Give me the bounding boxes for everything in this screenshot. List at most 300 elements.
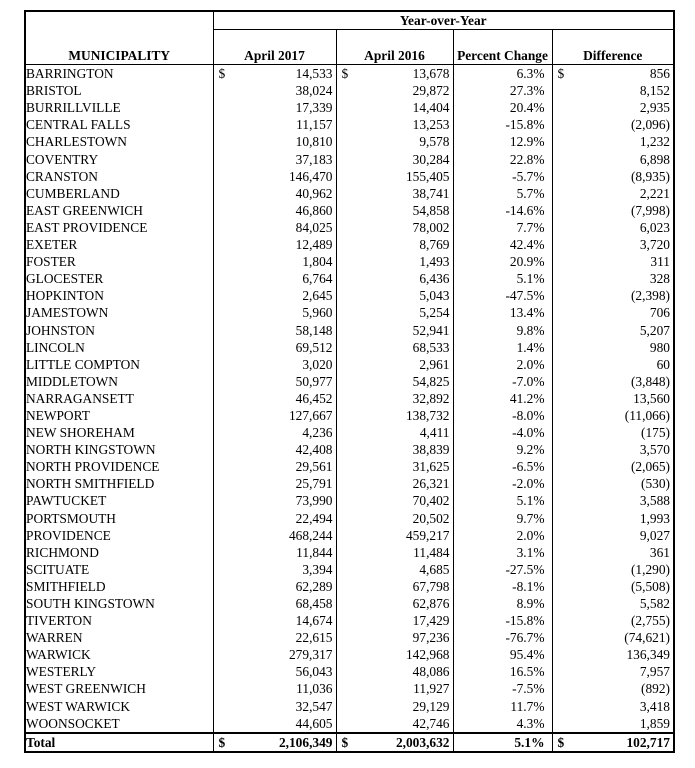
- difference-cell-value: 7,957: [639, 664, 670, 680]
- percent-change-cell-value: 2.0%: [516, 356, 545, 372]
- april-2016-cell-content: [337, 133, 453, 150]
- difference-cell-content: [553, 612, 674, 629]
- table-row: [25, 458, 674, 475]
- april-2017-cell-value: 3,394: [302, 561, 333, 577]
- april-2017-cell-content: [214, 698, 336, 715]
- currency-symbol: $: [218, 66, 226, 82]
- percent-change-cell: [453, 82, 552, 99]
- april-2016-cell: [336, 492, 453, 509]
- difference-cell: [552, 219, 674, 236]
- april-2017-cell-content: [214, 578, 336, 595]
- percent-change-cell-content: [454, 185, 552, 202]
- percent-change-cell: [453, 715, 552, 733]
- municipality-name: SMITHFIELD: [25, 578, 213, 595]
- percent-change-cell: [453, 595, 552, 612]
- difference-cell-content: [553, 65, 674, 82]
- difference-cell-value: 3,418: [639, 698, 670, 714]
- percent-change-cell: [453, 527, 552, 544]
- percent-change-cell: [453, 544, 552, 561]
- percent-change-cell-content: [454, 458, 552, 475]
- april-2017-cell-value: 5,960: [302, 305, 333, 321]
- difference-cell: [552, 612, 674, 629]
- difference-cell: [552, 82, 674, 99]
- april-2017-cell: [213, 65, 336, 83]
- april-2016-cell-content: [337, 734, 453, 751]
- april-2016-cell-content: [337, 458, 453, 475]
- april-2017-cell: [213, 185, 336, 202]
- april-2017-cell: [213, 680, 336, 697]
- april-2017-cell-content: [214, 680, 336, 697]
- april-2017-cell-value: 4,236: [302, 425, 333, 441]
- difference-cell-content: [553, 734, 674, 751]
- percent-change-cell-content: [454, 424, 552, 441]
- difference-cell-content: [553, 287, 674, 304]
- percent-change-cell-content: [454, 116, 552, 133]
- april-2016-cell-value: 70,402: [412, 493, 450, 509]
- municipality-name: BURRILLVILLE: [25, 99, 213, 116]
- table-row: [25, 441, 674, 458]
- difference-cell: [552, 441, 674, 458]
- april-2016-cell-content: [337, 236, 453, 253]
- difference-cell-content: [553, 407, 674, 424]
- april-2016-cell-value: 29,129: [412, 698, 450, 714]
- april-2017-cell: [213, 304, 336, 321]
- april-2017-cell-content: [214, 510, 336, 527]
- april-2017-cell-value: 279,317: [288, 647, 333, 663]
- april-2017-cell: [213, 133, 336, 150]
- percent-change-cell-content: [454, 339, 552, 356]
- april-2016-cell-content: [337, 373, 453, 390]
- difference-cell-content: [553, 322, 674, 339]
- municipality-name: CUMBERLAND: [25, 185, 213, 202]
- difference-cell-value: 856: [649, 66, 670, 82]
- april-2017-cell-content: [214, 475, 336, 492]
- difference-cell: [552, 168, 674, 185]
- percent-change-cell: [453, 561, 552, 578]
- percent-change-cell-value: 9.2%: [516, 442, 545, 458]
- percent-change-cell-content: [454, 65, 552, 82]
- april-2016-cell-content: [337, 304, 453, 321]
- april-2017-cell: [213, 407, 336, 424]
- column-header-april-2016: April 2016: [336, 30, 453, 65]
- municipality-name: NORTH KINGSTOWN: [25, 441, 213, 458]
- difference-cell-value: 6,023: [639, 219, 670, 235]
- percent-change-cell-value: 16.5%: [509, 664, 545, 680]
- april-2016-cell: [336, 236, 453, 253]
- difference-cell-value: (7,998): [630, 202, 670, 218]
- april-2016-cell: [336, 424, 453, 441]
- april-2017-cell: [213, 612, 336, 629]
- percent-change-cell-value: 2.0%: [516, 527, 545, 543]
- april-2017-cell-content: [214, 527, 336, 544]
- april-2016-cell: [336, 475, 453, 492]
- april-2016-cell: [336, 287, 453, 304]
- difference-cell-value: 136,349: [626, 647, 670, 663]
- april-2016-cell-value: 17,429: [412, 613, 450, 629]
- percent-change-cell-content: [454, 133, 552, 150]
- difference-cell: [552, 287, 674, 304]
- percent-change-cell-value: -7.0%: [512, 373, 545, 389]
- difference-cell-content: [553, 373, 674, 390]
- april-2016-cell-value: 62,876: [412, 596, 450, 611]
- difference-cell: [552, 202, 674, 219]
- april-2016-cell-content: [337, 646, 453, 663]
- currency-symbol: $: [557, 734, 565, 750]
- april-2017-cell: [213, 663, 336, 680]
- difference-cell-value: (530): [640, 476, 670, 492]
- april-2017-cell-value: 73,990: [295, 493, 333, 509]
- percent-change-cell-content: [454, 561, 552, 578]
- april-2016-cell: [336, 202, 453, 219]
- difference-cell: [552, 407, 674, 424]
- april-2017-cell-value: 84,025: [295, 219, 333, 235]
- april-2017-cell-content: [214, 236, 336, 253]
- april-2017-cell-value: 38,024: [295, 83, 333, 99]
- percent-change-cell-value: -8.0%: [512, 407, 545, 423]
- april-2016-cell-value: 13,253: [412, 117, 450, 133]
- percent-change-cell: [453, 185, 552, 202]
- difference-cell-value: 3,570: [639, 442, 670, 458]
- difference-cell-value: 706: [649, 305, 670, 321]
- municipality-name: NARRAGANSETT: [25, 390, 213, 407]
- difference-cell-value: (3,848): [630, 373, 670, 389]
- april-2017-cell-value: 22,494: [295, 510, 333, 526]
- april-2017-cell: [213, 475, 336, 492]
- april-2017-cell-content: [214, 373, 336, 390]
- difference-cell-content: [553, 578, 674, 595]
- difference-cell: [552, 270, 674, 287]
- difference-cell-content: [553, 475, 674, 492]
- table-row: [25, 390, 674, 407]
- april-2016-cell: [336, 629, 453, 646]
- difference-cell: [552, 527, 674, 544]
- table-row: [25, 595, 674, 612]
- percent-change-cell-value: 7.7%: [516, 219, 545, 235]
- municipality-name: NORTH SMITHFIELD: [25, 475, 213, 492]
- april-2017-cell-value: 2,106,349: [278, 734, 333, 750]
- percent-change-cell-value: -2.0%: [512, 476, 545, 492]
- percent-change-cell-content: [454, 715, 552, 732]
- april-2017-cell: [213, 527, 336, 544]
- difference-cell-value: 328: [649, 271, 670, 287]
- april-2017-cell: [213, 510, 336, 527]
- april-2016-cell-value: 4,411: [419, 425, 450, 441]
- column-header-difference: Difference: [552, 30, 674, 65]
- municipality-name: WARWICK: [25, 646, 213, 663]
- april-2016-cell-value: 97,236: [412, 630, 450, 646]
- percent-change-cell: [453, 168, 552, 185]
- april-2017-cell-content: [214, 646, 336, 663]
- april-2017-cell-value: 12,489: [295, 237, 333, 253]
- difference-cell-content: [553, 253, 674, 270]
- percent-change-cell: [453, 253, 552, 270]
- april-2017-cell-value: 3,020: [302, 356, 333, 372]
- difference-cell-content: [553, 270, 674, 287]
- column-header-percent-change: Percent Change: [453, 30, 552, 65]
- difference-cell: [552, 424, 674, 441]
- april-2017-cell-value: 1,804: [302, 254, 333, 270]
- municipality-name: WESTERLY: [25, 663, 213, 680]
- percent-change-cell: [453, 578, 552, 595]
- table-row: [25, 612, 674, 629]
- difference-cell-value: 13,560: [633, 390, 670, 406]
- difference-cell: [552, 339, 674, 356]
- municipality-name: PAWTUCKET: [25, 492, 213, 509]
- difference-cell-value: 1,993: [639, 510, 670, 526]
- april-2016-cell: [336, 65, 453, 83]
- april-2017-cell-content: [214, 116, 336, 133]
- april-2016-cell-value: 67,798: [412, 578, 450, 594]
- april-2016-cell-content: [337, 116, 453, 133]
- difference-cell-content: [553, 629, 674, 646]
- april-2017-cell: [213, 253, 336, 270]
- april-2017-cell-value: 50,977: [295, 373, 333, 389]
- april-2016-cell-content: [337, 202, 453, 219]
- table-row: [25, 475, 674, 492]
- table-row: [25, 322, 674, 339]
- municipality-name: CRANSTON: [25, 168, 213, 185]
- april-2016-cell-content: [337, 185, 453, 202]
- april-2017-cell: [213, 578, 336, 595]
- april-2016-cell: [336, 133, 453, 150]
- april-2017-cell-content: [214, 65, 336, 82]
- table-row: [25, 356, 674, 373]
- currency-symbol: $: [218, 734, 226, 750]
- percent-change-cell-value: 20.4%: [509, 100, 545, 116]
- april-2017-cell: [213, 236, 336, 253]
- percent-change-cell: [453, 390, 552, 407]
- percent-change-cell-value: 12.9%: [509, 134, 545, 150]
- april-2016-cell-content: [337, 168, 453, 185]
- april-2017-cell: [213, 270, 336, 287]
- april-2017-cell: [213, 151, 336, 168]
- april-2016-cell: [336, 168, 453, 185]
- municipality-name: GLOCESTER: [25, 270, 213, 287]
- percent-change-cell-value: -7.5%: [512, 681, 545, 697]
- difference-cell-content: [553, 185, 674, 202]
- april-2016-cell-value: 48,086: [412, 664, 450, 680]
- april-2017-cell-value: 68,458: [295, 596, 333, 611]
- difference-cell-content: [553, 219, 674, 236]
- april-2016-cell-content: [337, 578, 453, 595]
- difference-cell-value: (5,508): [630, 578, 670, 594]
- april-2016-cell-value: 54,825: [412, 373, 450, 389]
- percent-change-cell-content: [454, 356, 552, 373]
- april-2017-cell-content: [214, 458, 336, 475]
- percent-change-cell-value: -27.5%: [505, 561, 545, 577]
- percent-change-cell: [453, 510, 552, 527]
- percent-change-cell-value: 11.7%: [510, 698, 545, 714]
- municipality-name: TIVERTON: [25, 612, 213, 629]
- municipality-name: BRISTOL: [25, 82, 213, 99]
- april-2016-cell-content: [337, 322, 453, 339]
- april-2017-cell: [213, 733, 336, 752]
- difference-cell-content: [553, 646, 674, 663]
- april-2017-cell-value: 127,667: [288, 407, 333, 423]
- table-row: [25, 680, 674, 697]
- april-2016-cell: [336, 441, 453, 458]
- april-2016-cell: [336, 407, 453, 424]
- difference-cell: [552, 733, 674, 752]
- april-2016-cell-content: [337, 65, 453, 82]
- percent-change-cell-content: [454, 202, 552, 219]
- april-2016-cell-content: [337, 612, 453, 629]
- april-2017-cell-value: 46,860: [295, 202, 333, 218]
- currency-symbol: $: [557, 66, 565, 82]
- april-2017-cell: [213, 424, 336, 441]
- percent-change-cell: [453, 287, 552, 304]
- percent-change-cell-value: -14.6%: [505, 202, 545, 218]
- difference-cell-value: 9,027: [639, 527, 670, 543]
- difference-cell: [552, 715, 674, 733]
- difference-cell-content: [553, 663, 674, 680]
- difference-cell: [552, 510, 674, 527]
- difference-cell-value: 2,221: [639, 185, 670, 201]
- april-2016-cell-content: [337, 561, 453, 578]
- april-2016-cell-content: [337, 680, 453, 697]
- difference-cell-content: [553, 339, 674, 356]
- april-2017-cell: [213, 458, 336, 475]
- april-2016-cell-content: [337, 595, 453, 612]
- percent-change-cell-content: [454, 629, 552, 646]
- april-2017-cell-value: 14,674: [295, 613, 333, 629]
- april-2016-cell-value: 459,217: [405, 527, 450, 543]
- april-2016-cell: [336, 185, 453, 202]
- difference-cell-content: [553, 202, 674, 219]
- difference-cell-value: 5,207: [639, 322, 670, 338]
- april-2017-cell: [213, 287, 336, 304]
- percent-change-cell-value: 41.2%: [509, 390, 545, 406]
- april-2016-cell-content: [337, 356, 453, 373]
- april-2016-cell-value: 5,043: [419, 288, 450, 304]
- april-2017-cell-content: [214, 202, 336, 219]
- percent-change-cell-content: [454, 441, 552, 458]
- percent-change-cell-content: [454, 82, 552, 99]
- table-row: [25, 185, 674, 202]
- difference-cell-content: [553, 715, 674, 732]
- percent-change-cell-value: -76.7%: [505, 630, 545, 646]
- april-2017-cell-value: 14,533: [295, 66, 333, 82]
- difference-cell-content: [553, 116, 674, 133]
- difference-cell-content: [553, 356, 674, 373]
- municipality-name: CENTRAL FALLS: [25, 116, 213, 133]
- april-2017-cell-value: 11,036: [296, 681, 333, 697]
- percent-change-cell-content: [454, 253, 552, 270]
- april-2016-cell-content: [337, 219, 453, 236]
- april-2016-cell-value: 54,858: [412, 202, 450, 218]
- april-2016-cell-content: [337, 99, 453, 116]
- april-2017-cell-content: [214, 322, 336, 339]
- april-2016-cell: [336, 578, 453, 595]
- april-2017-cell-value: 6,764: [302, 271, 333, 287]
- april-2016-cell-content: [337, 527, 453, 544]
- municipality-name: WARREN: [25, 629, 213, 646]
- difference-cell: [552, 390, 674, 407]
- april-2016-cell-value: 2,961: [419, 356, 450, 372]
- april-2016-cell-content: [337, 475, 453, 492]
- difference-cell-content: [553, 99, 674, 116]
- april-2016-cell: [336, 698, 453, 715]
- difference-cell-content: [553, 304, 674, 321]
- april-2016-cell: [336, 270, 453, 287]
- april-2016-cell-value: 31,625: [412, 459, 450, 475]
- difference-cell-content: [553, 527, 674, 544]
- percent-change-cell: [453, 99, 552, 116]
- april-2017-cell-value: 58,148: [295, 322, 333, 338]
- percent-change-cell: [453, 424, 552, 441]
- april-2017-cell-content: [214, 151, 336, 168]
- april-2017-cell: [213, 116, 336, 133]
- percent-change-cell-value: 5.7%: [516, 185, 545, 201]
- april-2016-cell: [336, 390, 453, 407]
- april-2017-cell: [213, 441, 336, 458]
- percent-change-cell-content: [454, 544, 552, 561]
- difference-cell-value: (8,935): [630, 168, 670, 184]
- april-2017-cell-value: 146,470: [288, 168, 333, 184]
- april-2017-cell-content: [214, 185, 336, 202]
- difference-cell-content: [553, 595, 674, 612]
- table-row: [25, 492, 674, 509]
- table-row: [25, 578, 674, 595]
- april-2016-cell-value: 20,502: [412, 510, 450, 526]
- difference-cell: [552, 680, 674, 697]
- header-group-row: [25, 11, 674, 30]
- difference-cell: [552, 595, 674, 612]
- percent-change-cell-content: [454, 407, 552, 424]
- april-2016-cell-content: [337, 407, 453, 424]
- april-2017-cell-content: [214, 339, 336, 356]
- table-row: [25, 304, 674, 321]
- april-2017-cell-value: 2,645: [302, 288, 333, 304]
- difference-cell-value: 361: [649, 544, 670, 560]
- april-2017-cell-value: 69,512: [295, 339, 333, 355]
- municipality-name: EAST PROVIDENCE: [25, 219, 213, 236]
- percent-change-cell-content: [454, 99, 552, 116]
- percent-change-cell: [453, 663, 552, 680]
- april-2017-cell-value: 11,844: [296, 544, 333, 560]
- april-2016-cell-value: 11,484: [413, 544, 450, 560]
- difference-cell: [552, 236, 674, 253]
- percent-change-cell: [453, 202, 552, 219]
- table-row: [25, 646, 674, 663]
- april-2017-cell-content: [214, 715, 336, 732]
- april-2016-cell-value: 78,002: [412, 219, 450, 235]
- april-2016-cell-content: [337, 270, 453, 287]
- april-2016-cell-value: 26,321: [412, 476, 450, 492]
- difference-cell-value: 3,588: [639, 493, 670, 509]
- difference-cell-value: 1,859: [639, 715, 670, 731]
- difference-cell: [552, 99, 674, 116]
- april-2016-cell: [336, 373, 453, 390]
- table-row: [25, 116, 674, 133]
- april-2017-cell-value: 22,615: [295, 630, 333, 646]
- municipality-name: EAST GREENWICH: [25, 202, 213, 219]
- percent-change-cell: [453, 492, 552, 509]
- april-2017-cell-content: [214, 663, 336, 680]
- difference-cell-value: 2,935: [639, 100, 670, 116]
- april-2017-cell-content: [214, 441, 336, 458]
- percent-change-cell: [453, 339, 552, 356]
- percent-change-cell-content: [454, 734, 552, 751]
- municipality-name: JAMESTOWN: [25, 304, 213, 321]
- april-2017-cell: [213, 595, 336, 612]
- april-2016-cell-value: 29,872: [412, 83, 450, 99]
- difference-cell: [552, 65, 674, 83]
- column-header-april-2017: April 2017: [213, 30, 336, 65]
- municipality-name: NORTH PROVIDENCE: [25, 458, 213, 475]
- percent-change-cell-content: [454, 595, 552, 612]
- column-group-year-over-year: Year-over-Year: [213, 11, 674, 30]
